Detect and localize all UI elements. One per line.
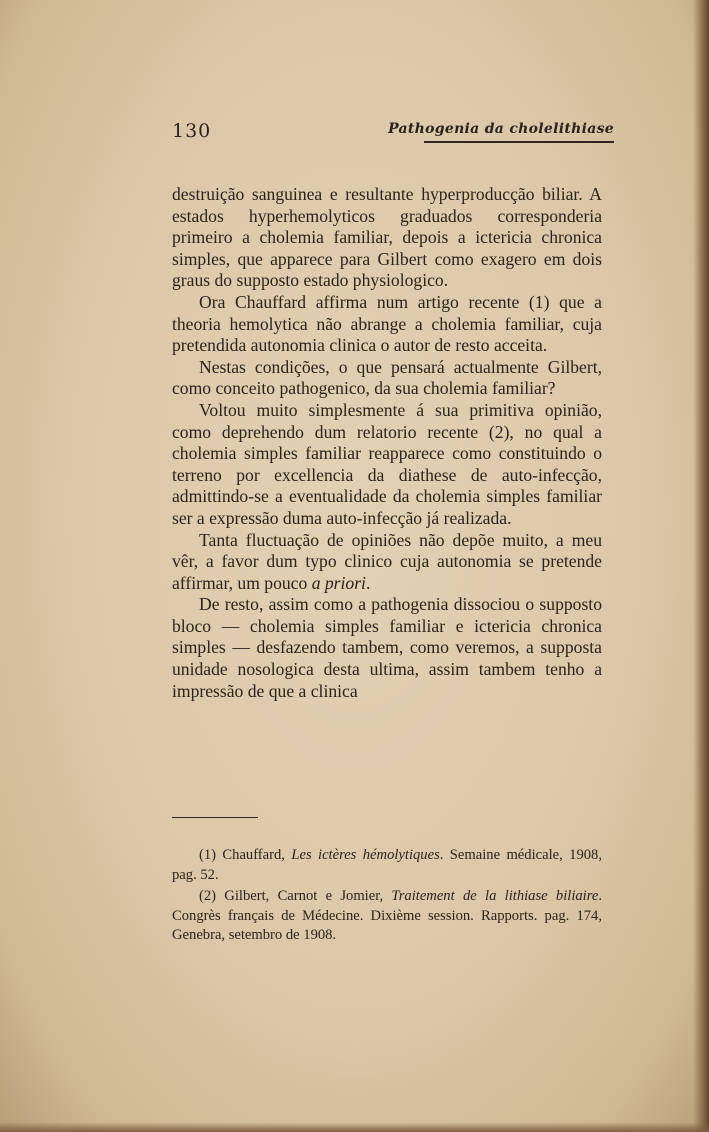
page-header — [172, 118, 614, 144]
page-bottom-shadow — [0, 1122, 709, 1132]
footnote-2-suffix: . Congrès français de Médecine. Dixième session. Rapports. pag. 174, Genebra, setembro de 1908. — [172, 888, 602, 944]
paragraph-5-italic: a priori — [311, 572, 366, 593]
paragraph-5-text: Tanta fluctuação de opiniões não depõe muito, a meu vêr, a favor dum typo clinico cuja autonomia se pretende affirmar, um pouco — [172, 529, 602, 593]
paragraph-5-end: . — [365, 572, 371, 593]
paragraph-5 — [172, 530, 602, 595]
paragraph-2: Ora Chauffard affirma num artigo recente (1) que a theoria hemolytica não abrange a cholemia familiar, cuja pretendida autonomia clinica o autor de resto acceita. — [172, 291, 602, 356]
running-head: Pathogenia da cholelithiase — [388, 121, 614, 137]
header-rule — [424, 141, 614, 143]
footnote-1-prefix: (1) Chauffard, — [199, 847, 292, 863]
footnote-2 — [172, 887, 602, 946]
body-text — [172, 184, 602, 702]
paragraph-4: Voltou muito simplesmente á sua primitiva opinião, como deprehendo dum relatorio recente (2), no qual a cholemia simples familiar reapparece como constituindo o terreno por excellencia da diathese de auto-infecção, admittindo-se a eventualidade da cholemia simples familiar ser a expressão duma auto-infecção já realizada. — [172, 399, 602, 528]
footnote-1 — [172, 846, 602, 885]
page-number: 130 — [172, 120, 212, 142]
page-edge-shadow — [693, 0, 709, 1132]
footnote-rule — [172, 817, 258, 818]
footnotes — [172, 846, 602, 946]
footnote-2-prefix: (2) Gilbert, Carnot e Jomier, — [199, 888, 392, 905]
footnote-1-title: Les ictères hémolytiques — [291, 847, 440, 863]
footnote-1-suffix: . Semaine médicale, 1908, pag. 52. — [172, 847, 602, 883]
paragraph-6: De resto, assim como a pathogenia dissociou o supposto bloco — cholemia simples familiar e ictericia chronica simples — desfazendo tambem, como veremos, a supposta unidade nosologica desta ultima, assim tambem tenho a impressão de que a clinica — [172, 594, 602, 701]
paragraph-3: Nestas condições, o que pensará actualmente Gilbert, como conceito pathogenico, da sua cholemia familiar? — [172, 356, 602, 399]
paragraph-1: destruição sanguinea e resultante hyperproducção biliar. A estados hyperhemolyticos graduados corresponderia primeiro a cholemia familiar, depois a ictericia chronica simples, que apparece para Gilbert como exagero em dois graus do supposto estado physiologico. — [172, 184, 602, 291]
footnote-2-title: Traitement de la lithiase biliaire — [391, 888, 599, 905]
